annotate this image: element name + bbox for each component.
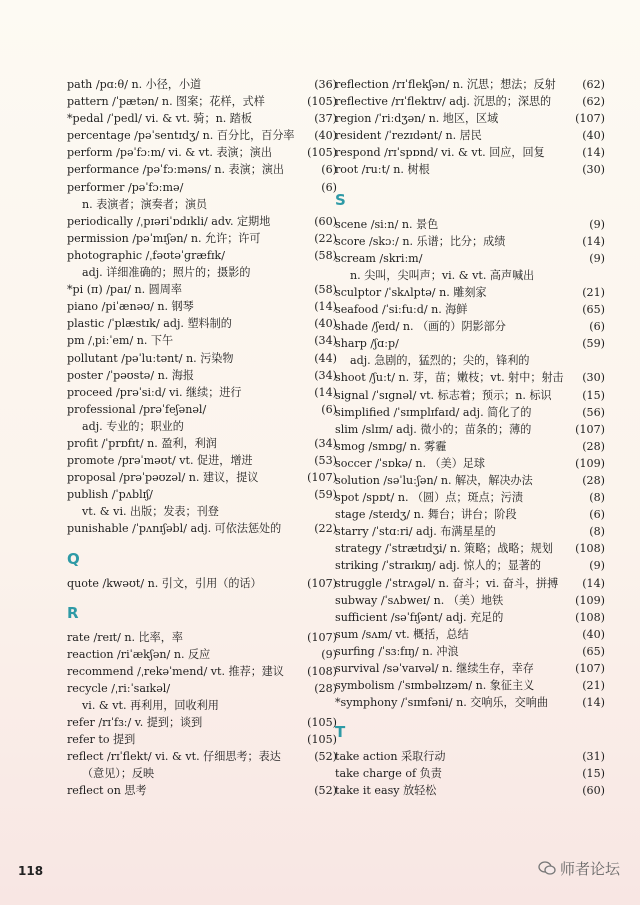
glossary-entry bbox=[67, 298, 337, 315]
entry-text: solution /səˈluːʃən/ n. 解决，解决办法 bbox=[335, 473, 533, 487]
glossary-entry bbox=[335, 489, 605, 506]
entry-page-ref: (28) bbox=[582, 439, 605, 453]
entry-text: reflective /rɪˈflektɪv/ adj. 沉思的；深思的 bbox=[335, 95, 552, 109]
entry-page-ref: (109) bbox=[575, 456, 605, 470]
entry-text: symbolism /ˈsɪmbəlɪzəm/ n. 象征主义 bbox=[335, 679, 535, 693]
entry-text: *pi (π) /paɪ/ n. 圆周率 bbox=[67, 283, 182, 297]
entry-text: smog /smɒɡ/ n. 雾霾 bbox=[335, 439, 447, 453]
entry-page-ref: (15) bbox=[582, 388, 605, 402]
entry-page-ref: (52) bbox=[314, 750, 337, 764]
entry-text: proposal /prəˈpəʊzəl/ n. 建议，提议 bbox=[67, 471, 259, 485]
glossary-entry bbox=[67, 281, 337, 298]
entry-page-ref: (56) bbox=[582, 405, 605, 419]
glossary-entry bbox=[67, 401, 337, 435]
glossary-entry bbox=[335, 557, 605, 574]
entry-continuation: n. 表演者；演奏者；演员 bbox=[82, 197, 208, 211]
glossary-entry bbox=[335, 643, 605, 660]
entry-text: percentage /pəˈsentɪdʒ/ n. 百分比，百分率 bbox=[67, 129, 295, 143]
wechat-icon bbox=[538, 861, 556, 876]
glossary-entry bbox=[67, 575, 337, 592]
entry-text: *symphony /ˈsɪmfəni/ n. 交响乐，交响曲 bbox=[335, 696, 548, 710]
entry-page-ref: (21) bbox=[582, 285, 605, 299]
entry-page-ref: (9) bbox=[589, 559, 605, 573]
glossary-entry bbox=[67, 315, 337, 332]
entry-text: recycle /ˌriːˈsaɪkəl/ bbox=[67, 681, 171, 695]
entry-page-ref: (14) bbox=[314, 300, 337, 314]
entry-page-ref: (105) bbox=[307, 716, 337, 730]
glossary-entry bbox=[67, 646, 337, 663]
entry-text: rate /reɪt/ n. 比率，率 bbox=[67, 630, 183, 644]
entry-page-ref: (65) bbox=[582, 303, 605, 317]
glossary-entry bbox=[67, 435, 337, 452]
entry-page-ref: (40) bbox=[314, 129, 337, 143]
section-letter: S bbox=[335, 190, 346, 209]
entry-text: score /skɔː/ n. 乐谱；比分；成绩 bbox=[335, 234, 506, 248]
glossary-entry bbox=[67, 731, 337, 748]
entry-page-ref: (62) bbox=[582, 78, 605, 91]
glossary-entry bbox=[335, 575, 605, 592]
glossary-entry bbox=[67, 76, 337, 93]
entry-text: stage /steɪdʒ/ n. 舞台；讲台；阶段 bbox=[335, 508, 517, 522]
entry-text: recommend /ˌrekəˈmend/ vt. 推荐；建议 bbox=[67, 664, 284, 678]
entry-page-ref: (59) bbox=[582, 337, 605, 351]
entry-page-ref: (14) bbox=[582, 234, 605, 248]
entry-page-ref: (9) bbox=[589, 217, 605, 231]
glossary-entry bbox=[67, 384, 337, 401]
entry-text: photographic /ˌfəʊtəˈɡræfɪk/ bbox=[67, 248, 225, 262]
entry-page-ref: (15) bbox=[582, 767, 605, 781]
entry-text: quote /kwəʊt/ n. 引文，引用（的话） bbox=[67, 576, 262, 590]
watermark-label: 师者论坛 bbox=[559, 860, 620, 878]
glossary-entry bbox=[335, 144, 605, 161]
entry-text: permission /pəˈmɪʃən/ n. 允许；许可 bbox=[67, 231, 261, 245]
glossary-entry bbox=[67, 748, 337, 782]
entry-text: shoot /ʃuːt/ n. 芽，苗；嫩枝；vt. 射中；射击 bbox=[335, 371, 564, 385]
entry-page-ref: (6) bbox=[589, 320, 605, 334]
entry-text: sculptor /ˈskʌlptə/ n. 雕刻家 bbox=[335, 285, 487, 299]
entry-text: perform /pəˈfɔːm/ vi. & vt. 表演；演出 bbox=[67, 146, 272, 160]
entry-page-ref: (9) bbox=[321, 647, 337, 661]
glossary-entry bbox=[335, 318, 605, 335]
entry-page-ref: (30) bbox=[582, 371, 605, 385]
entry-page-ref: (21) bbox=[582, 679, 605, 693]
glossary-entry bbox=[67, 110, 337, 127]
entry-text: performance /pəˈfɔːməns/ n. 表演；演出 bbox=[67, 163, 285, 177]
entry-page-ref: (40) bbox=[582, 627, 605, 641]
glossary-entry bbox=[335, 626, 605, 643]
entry-text: reflect on 思考 bbox=[67, 784, 147, 798]
entry-text: region /ˈriːdʒən/ n. 地区，区域 bbox=[335, 112, 499, 126]
entry-page-ref: (34) bbox=[314, 334, 337, 348]
glossary-entry bbox=[335, 387, 605, 404]
glossary-entry bbox=[67, 332, 337, 349]
entry-text: *pedal /ˈpedl/ vi. & vt. 骑；n. 踏板 bbox=[67, 112, 252, 126]
glossary-entry bbox=[67, 663, 337, 680]
entry-text: refer to 提到 bbox=[67, 733, 136, 747]
entry-page-ref: (22) bbox=[314, 231, 337, 245]
entry-text: scene /siːn/ n. 景色 bbox=[335, 217, 439, 231]
entry-text: pollutant /pəˈluːtənt/ n. 污染物 bbox=[67, 351, 234, 365]
entry-page-ref: (34) bbox=[314, 436, 337, 450]
entry-text: sharp /ʃɑːp/ bbox=[335, 337, 399, 351]
glossary-entry bbox=[335, 540, 605, 557]
glossary-entry bbox=[67, 469, 337, 486]
glossary-entry bbox=[335, 127, 605, 144]
entry-page-ref: (107) bbox=[575, 662, 605, 675]
glossary-entry bbox=[67, 161, 337, 178]
glossary-entry bbox=[335, 455, 605, 472]
right-column bbox=[335, 76, 605, 800]
glossary-entry bbox=[335, 93, 605, 110]
entry-text: respond /rɪˈspɒnd/ vi. & vt. 回应，回复 bbox=[335, 146, 545, 160]
entry-page-ref: (107) bbox=[307, 471, 337, 485]
entry-text: signal /ˈsɪɡnəl/ vt. 标志着；预示；n. 标识 bbox=[335, 388, 552, 402]
glossary-entry bbox=[335, 421, 605, 438]
glossary-entry bbox=[67, 520, 337, 537]
entry-page-ref: (109) bbox=[575, 593, 605, 607]
entry-text: scream /skriːm/ bbox=[335, 251, 423, 265]
entry-text: piano /piˈænəʊ/ n. 钢琴 bbox=[67, 300, 194, 314]
section-letter: Q bbox=[67, 549, 80, 568]
entry-page-ref: (108) bbox=[575, 542, 605, 556]
entry-continuation: adj. 专业的；职业的 bbox=[82, 419, 184, 433]
entry-page-ref: (107) bbox=[575, 112, 605, 126]
glossary-entry bbox=[335, 694, 605, 711]
entry-text: pm /ˌpiːˈem/ n. 下午 bbox=[67, 334, 174, 348]
entry-page-ref: (22) bbox=[314, 522, 337, 536]
glossary-entry bbox=[335, 782, 605, 799]
glossary-entry bbox=[67, 179, 337, 213]
entry-text: sum /sʌm/ vt. 概括，总结 bbox=[335, 627, 469, 641]
glossary-entry bbox=[67, 452, 337, 469]
entry-text: struggle /ˈstrʌɡəl/ n. 奋斗；vi. 奋斗，拼搏 bbox=[335, 576, 559, 590]
glossary-entry bbox=[67, 486, 337, 520]
entry-page-ref: (14) bbox=[582, 146, 605, 160]
glossary-entry bbox=[335, 110, 605, 127]
entry-page-ref: (105) bbox=[307, 146, 337, 160]
glossary-entry bbox=[335, 301, 605, 318]
entry-text: reaction /riˈækʃən/ n. 反应 bbox=[67, 647, 211, 661]
entry-page-ref: (107) bbox=[307, 576, 337, 590]
glossary-entry bbox=[67, 350, 337, 367]
glossary-entry bbox=[67, 714, 337, 731]
entry-text: spot /spɒt/ n. （圆）点；斑点；污渍 bbox=[335, 491, 523, 505]
entry-page-ref: (52) bbox=[314, 784, 337, 798]
entry-page-ref: (30) bbox=[582, 163, 605, 177]
entry-page-ref: (59) bbox=[314, 488, 337, 502]
entry-text: proceed /prəˈsiːd/ vi. 继续；进行 bbox=[67, 385, 242, 399]
glossary-entry bbox=[335, 250, 605, 284]
entry-text: reflection /rɪˈflekʃən/ n. 沉思；想法；反射 bbox=[335, 78, 556, 91]
glossary-entry bbox=[335, 233, 605, 250]
glossary-entry bbox=[335, 609, 605, 626]
entry-page-ref: (6) bbox=[589, 508, 605, 522]
glossary-entry bbox=[335, 335, 605, 369]
entry-continuation: vi. & vt. 再利用，回收利用 bbox=[82, 699, 219, 712]
left-column bbox=[67, 76, 337, 800]
watermark bbox=[538, 858, 620, 879]
entry-page-ref: (60) bbox=[582, 784, 605, 798]
entry-page-ref: (8) bbox=[589, 491, 605, 505]
entry-continuation: adj. 详细准确的；照片的；摄影的 bbox=[82, 266, 251, 280]
entry-continuation: vt. & vi. 出版；发表；刊登 bbox=[82, 505, 219, 519]
entry-text: promote /prəˈməʊt/ vt. 促进，增进 bbox=[67, 454, 253, 468]
entry-text: striking /ˈstraɪkɪŋ/ adj. 惊人的；显著的 bbox=[335, 559, 541, 573]
entry-text: reflect /rɪˈflekt/ vi. & vt. 仔细思考；表达 bbox=[67, 750, 281, 764]
glossary-entry bbox=[335, 677, 605, 694]
glossary-entry bbox=[335, 76, 605, 93]
entry-text: seafood /ˈsiːfuːd/ n. 海鲜 bbox=[335, 303, 468, 317]
entry-text: profit /ˈprɒfɪt/ n. 盈利，利润 bbox=[67, 436, 217, 450]
entry-page-ref: (53) bbox=[314, 454, 337, 468]
entry-page-ref: (44) bbox=[314, 351, 337, 365]
glossary-entry bbox=[335, 660, 605, 677]
page-number: 118 bbox=[18, 864, 44, 878]
glossary-entry bbox=[67, 144, 337, 161]
entry-page-ref: (6) bbox=[321, 180, 337, 194]
section-letter: R bbox=[67, 603, 79, 622]
glossary-entry bbox=[67, 680, 337, 714]
glossary-entry bbox=[335, 765, 605, 782]
entry-page-ref: (62) bbox=[582, 95, 605, 109]
glossary-entry bbox=[335, 506, 605, 523]
entry-page-ref: (40) bbox=[582, 129, 605, 143]
entry-page-ref: (60) bbox=[314, 214, 337, 228]
entry-text: punishable /ˈpʌnɪʃəbl/ adj. 可依法惩处的 bbox=[67, 522, 282, 536]
entry-page-ref: (40) bbox=[314, 317, 337, 331]
glossary-entry bbox=[67, 213, 337, 230]
entry-continuation: （意见）；反映 bbox=[82, 767, 155, 781]
entry-text: refer /rɪˈfɜː/ v. 提到；谈到 bbox=[67, 716, 203, 730]
entry-text: slim /slɪm/ adj. 微小的；苗条的；薄的 bbox=[335, 422, 532, 436]
entry-page-ref: (58) bbox=[314, 283, 337, 297]
glossary-entry bbox=[335, 438, 605, 455]
entry-text: performer /pəˈfɔːmə/ bbox=[67, 180, 184, 194]
entry-text: take charge of 负责 bbox=[335, 767, 442, 781]
entry-page-ref: (58) bbox=[314, 248, 337, 262]
entry-page-ref: (6) bbox=[321, 402, 337, 416]
entry-text: poster /ˈpəʊstə/ n. 海报 bbox=[67, 368, 195, 382]
entry-page-ref: (8) bbox=[589, 525, 605, 539]
entry-page-ref: (108) bbox=[575, 610, 605, 624]
glossary-entry bbox=[67, 247, 337, 281]
glossary-entry bbox=[335, 592, 605, 609]
entry-page-ref: (28) bbox=[314, 681, 337, 695]
entry-text: professional /prəˈfeʃənəl/ bbox=[67, 402, 207, 416]
entry-text: simplified /ˈsɪmplɪfaɪd/ adj. 简化了的 bbox=[335, 405, 532, 419]
entry-text: surfing /ˈsɜːfɪŋ/ n. 冲浪 bbox=[335, 644, 459, 658]
entry-text: take it easy 放轻松 bbox=[335, 784, 437, 798]
entry-text: periodically /ˌpɪəriˈɒdɪkli/ adv. 定期地 bbox=[67, 214, 271, 228]
entry-text: subway /ˈsʌbweɪ/ n. （美）地铁 bbox=[335, 593, 504, 607]
entry-continuation: n. 尖叫，尖叫声；vi. & vt. 高声喊出 bbox=[350, 268, 535, 282]
entry-page-ref: (14) bbox=[582, 576, 605, 590]
entry-text: root /ruːt/ n. 树根 bbox=[335, 163, 430, 177]
entry-text: soccer /ˈsɒkə/ n. （美）足球 bbox=[335, 456, 485, 470]
entry-text: pattern /ˈpætən/ n. 图案；花样，式样 bbox=[67, 95, 265, 109]
entry-text: survival /səˈvaɪvəl/ n. 继续生存，幸存 bbox=[335, 662, 534, 675]
entry-page-ref: (6) bbox=[321, 163, 337, 177]
entry-text: resident /ˈrezɪdənt/ n. 居民 bbox=[335, 129, 482, 143]
glossary-entry bbox=[67, 629, 337, 646]
entry-continuation: adj. 急剧的，猛烈的；尖的，锋利的 bbox=[350, 354, 530, 368]
entry-text: starry /ˈstɑːri/ adj. 布满星星的 bbox=[335, 525, 496, 539]
entry-page-ref: (107) bbox=[307, 630, 337, 644]
entry-page-ref: (34) bbox=[314, 368, 337, 382]
glossary-entry bbox=[335, 472, 605, 489]
entry-page-ref: (65) bbox=[582, 644, 605, 658]
entry-page-ref: (107) bbox=[575, 422, 605, 436]
entry-page-ref: (9) bbox=[589, 251, 605, 265]
glossary-entry bbox=[67, 367, 337, 384]
entry-page-ref: (28) bbox=[582, 473, 605, 487]
entry-page-ref: (36) bbox=[314, 78, 337, 91]
entry-text: publish /ˈpʌblɪʃ/ bbox=[67, 488, 153, 502]
entry-text: strategy /ˈstrætɪdʒi/ n. 策略；战略；规划 bbox=[335, 542, 553, 556]
glossary-entry bbox=[335, 161, 605, 178]
entry-page-ref: (14) bbox=[314, 385, 337, 399]
glossary-entry bbox=[335, 404, 605, 421]
glossary-entry bbox=[335, 523, 605, 540]
entry-page-ref: (14) bbox=[582, 696, 605, 710]
entry-page-ref: (105) bbox=[307, 733, 337, 747]
entry-text: shade /ʃeɪd/ n. （画的）阴影部分 bbox=[335, 320, 506, 334]
glossary-entry bbox=[67, 782, 337, 799]
glossary-entry bbox=[335, 748, 605, 765]
section-letter: T bbox=[335, 723, 346, 742]
glossary-entry bbox=[67, 93, 337, 110]
entry-page-ref: (37) bbox=[314, 112, 337, 126]
entry-page-ref: (105) bbox=[307, 95, 337, 109]
entry-text: path /pɑːθ/ n. 小径，小道 bbox=[67, 78, 202, 91]
glossary-entry bbox=[335, 216, 605, 233]
entry-page-ref: (31) bbox=[582, 750, 605, 764]
glossary-entry bbox=[67, 230, 337, 247]
entry-text: sufficient /səˈfɪʃənt/ adj. 充足的 bbox=[335, 610, 504, 624]
glossary-entry bbox=[335, 284, 605, 301]
entry-text: plastic /ˈplæstɪk/ adj. 塑料制的 bbox=[67, 317, 232, 331]
entry-text: take action 采取行动 bbox=[335, 750, 446, 764]
entry-page-ref: (108) bbox=[307, 664, 337, 678]
glossary-entry bbox=[335, 369, 605, 386]
glossary-entry bbox=[67, 127, 337, 144]
